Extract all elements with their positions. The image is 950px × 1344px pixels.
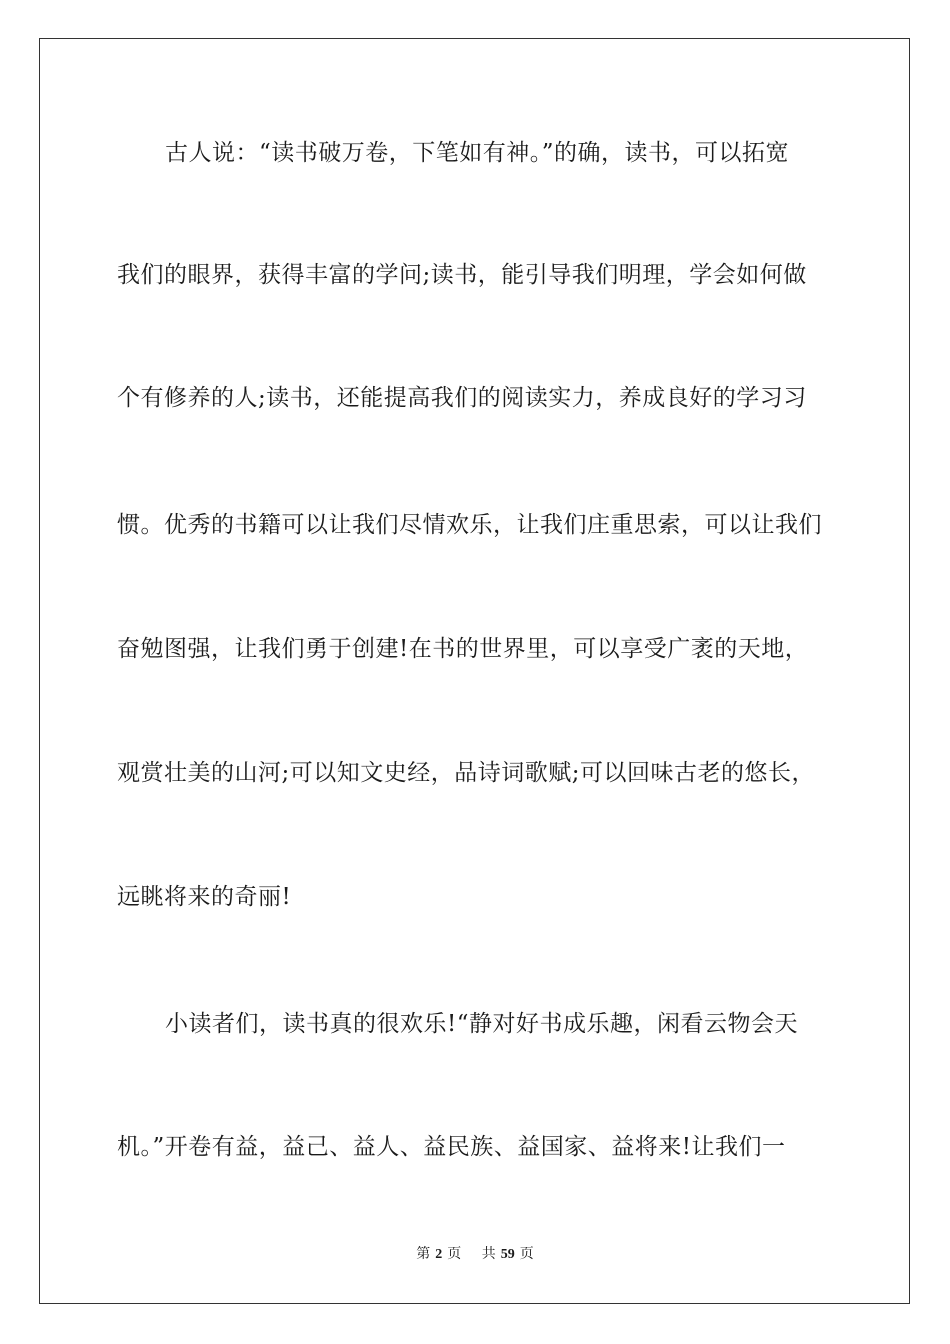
paragraph-1-line-6: 观赏壮美的山河;可以知文史经，品诗词歌赋;可以回味古老的悠长， [117,760,815,786]
paragraph-1-line-4: 惯。优秀的书籍可以让我们尽情欢乐，让我们庄重思索，可以让我们 [117,512,822,538]
total-prefix: 共 [481,1246,496,1262]
page-footer [0,1245,950,1264]
total-indicator [478,1246,538,1262]
paragraph-1-line-3: 个有修养的人;读书，还能提高我们的阅读实力，养成良好的学习习 [117,385,807,411]
paragraph-1-line-1: 古人说：“读书破万卷，下笔如有神。”的确，读书，可以拓宽 [165,140,790,166]
page-indicator [412,1246,465,1262]
total-page-count: 59 [500,1247,515,1262]
page-border [39,38,910,1304]
paragraph-1-line-7: 远眺将来的奇丽! [117,884,292,910]
current-page-number: 2 [435,1247,443,1262]
paragraph-1-line-5: 奋勉图强，让我们勇于创建!在书的世界里，可以享受广袤的天地， [117,636,809,662]
paragraph-2-line-1: 小读者们，读书真的很欢乐!“静对好书成乐趣，闲看云物会天 [165,1011,799,1037]
page-suffix: 页 [447,1246,462,1262]
paragraph-2-line-2: 机。”开卷有益，益己、益人、益民族、益国家、益将来!让我们一 [117,1134,786,1160]
paragraph-1-line-2: 我们的眼界，获得丰富的学问;读书，能引导我们明理，学会如何做 [117,262,807,288]
page-prefix: 第 [416,1246,431,1262]
total-suffix: 页 [519,1246,534,1262]
